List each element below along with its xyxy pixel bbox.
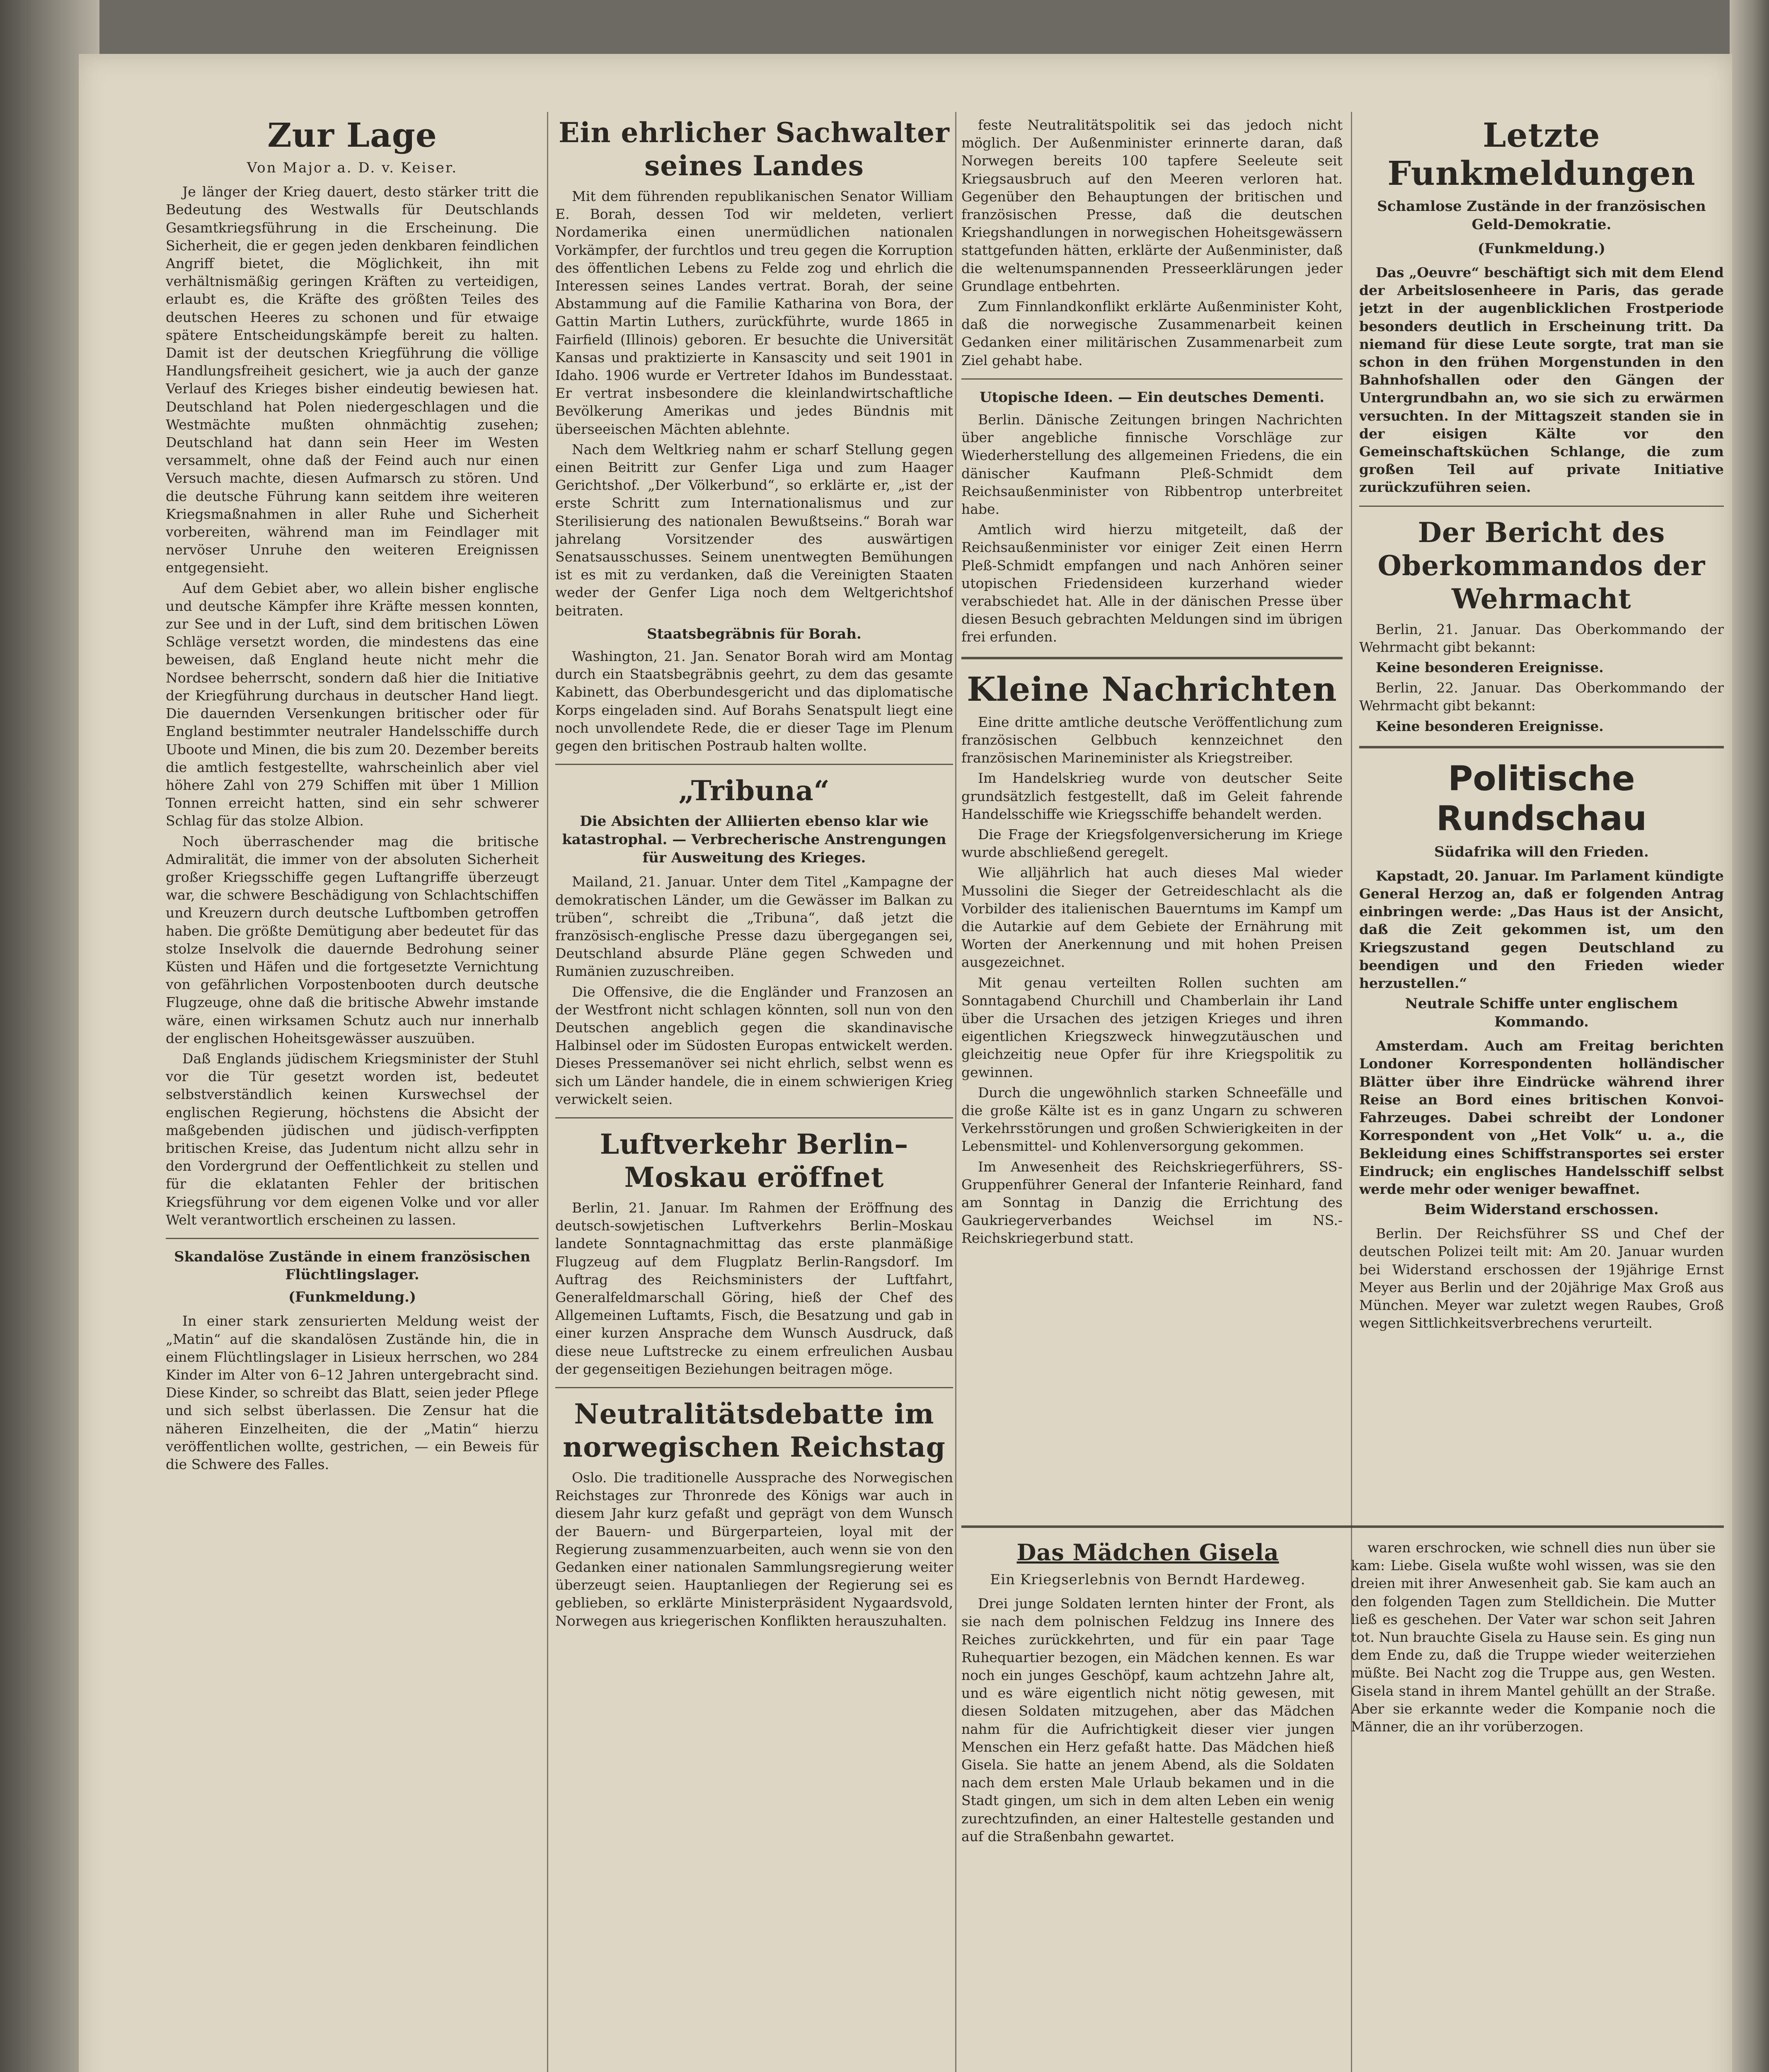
article-paragraph: Daß Englands jüdischem Kriegsminister der Stuhl vor die Tür gesetzt worden ist, bedeutet selbstverständlich keinen Kurswechsel der englischen Regierung, höchstens die Absicht der maßgebenden jüdischen und jüdisch-verfippten britischen Kreise, das Judentum nicht allzu sehr in den Vordergrund der Oeffentlichkeit zu stellen und für die eklatanten Fehler der britischen Kriegsführung vor dem eigenen Volke und vor aller Welt verantwortlich erscheinen zu lassen. xyxy=(166,1050,539,1228)
box-source: (Funkmeldung.) xyxy=(288,1289,416,1306)
headline-tribuna: „Tribuna“ xyxy=(678,775,830,807)
subheadline: Neutrale Schiffe unter englischem Kommando. xyxy=(1405,995,1678,1031)
separator xyxy=(555,1117,953,1118)
article-paragraph: Zum Finnlandkonflikt erklärte Außenminister Koht, daß die norwegische Zusammenarbeit keinen Gedanken einer militärischen Zusammenarbeit zum Ziel gehabt habe. xyxy=(961,298,1343,368)
article-paragraph: Keine besonderen Ereignisse. xyxy=(1376,718,1604,734)
article-paragraph: Noch überraschender mag die britische Admiralität, die immer von der absoluten Sicherheit großer Kriegsschiffe gegen Luftangriffe überzeugt war, die schwere Beschädigung von Schlachtschiffen und Kreuzern durch deutsche Luftbomben getroffen haben. Die größte Demütigung aber bedeutet für das stolze Inselvolk die dauernde Bedrohung seiner Küsten und Häfen und die fortgesetzte Vernichtung von gefährlichen Vorpostenbooten durch deutsche Flugzeuge, ohne daß die britische Abwehr imstande wäre, einen wirksamen Schutz auch nur innerhalb der englischen Hoheitsgewässer auszuüben. xyxy=(166,833,539,1046)
article-paragraph: Nach dem Weltkrieg nahm er scharf Stellung gegen einen Beitritt zur Genfer Liga und zum Haager Gerichtshof. „Der Völkerbund“, so erklärte er, „ist der erste Schritt zum Internationalismus und zur Sterilisierung des nationalen Bewußtseins.“ Borah war jahrelang Vorsitzender des auswärtigen Senatsausschusses. Seinem unentwegten Bemühungen ist es mit zu verdanken, daß die Vereinigten Staaten weder der Genfer Liga noch dem Weltgerichtshof beitraten. xyxy=(555,441,953,619)
article-paragraph: Wie alljährlich hat auch dieses Mal wieder Mussolini die Sieger der Getreideschlacht als die Vorbilder des italienischen Bauerntums im Kampf um die Autarkie auf dem Gebiete der Ernährung mit Worten der Anerkennung und mit hohen Preisen ausgezeichnet. xyxy=(961,864,1343,971)
article-paragraph: feste Neutralitätspolitik sei das jedoch nicht möglich. Der Außenminister erinnerte daran, daß Norwegen bereits 100 tapfere Seeleute seit Kriegsausbruch auf den Meeren verloren hat. Gegenüber den Behauptungen der britischen und französischen Presse, daß die deutschen Kriegshandlungen in norwegischen Hoheitsgewässern stattgefunden hätten, erklärte der Außenminister, daß die weltenumspannenden Presseerklärungen jeder Grundlage entbehrten. xyxy=(961,117,1343,294)
article-paragraph: Mit genau verteilten Rollen suchten am Sonntagabend Churchill und Chamberlain ihr Land über die Ursachen des jetzigen Krieges und ihren eigentlichen Kriegszweck hinwegzutäuschen und gleichzeitig neue Opfer für ihre Kriegspolitik zu gewinnen. xyxy=(961,974,1343,1080)
headline-letzte-funkmeldungen: Letzte Funkmeldungen xyxy=(1387,116,1696,193)
column-zur-lage xyxy=(166,116,539,2072)
article-paragraph: Die Offensive, die die Engländer und Franzosen an der Westfront nicht schlagen könnten, soll nun von den Deutschen angeblich gegen die skandinavische Halbinsel oder im Südosten Europas entwickelt werden. Dieses Pressemanöver sei nicht ehrlich, selbst wenn es sich um Länder handele, die in einem schwierigen Krieg verwickelt seien. xyxy=(555,983,953,1107)
article-paragraph: In einer stark zensurierten Meldung weist der „Matin“ auf die skandalösen Zustände hin, die in einem Flüchtlingslager in Lisieux herrschen, wo 284 Kinder im Alter von 6–12 Jahren untergebracht sind. Diese Kinder, so schreibt das Blatt, seien jeder Pflege und sich selbst überlassen. Die Zensur hat die näheren Einzelheiten, die der „Matin“ hierzu veröffentlichen wollte, gestrichen, — ein Beweis für die Schwere des Falles. xyxy=(166,1313,539,1473)
subheadline: Utopische Ideen. — Ein deutsches Dementi. xyxy=(979,389,1325,406)
article-paragraph: Drei junge Soldaten lernten hinter der Front, als sie nach dem polnischen Feldzug ins Innere des Reiches zurückkehrten, und für ein paar Tage Ruhequartier bezogen, ein Mädchen kennen. Es war noch ein junges Geschöpf, kaum achtzehn Jahre alt, und es wäre eigentlich nicht nötig gewesen, mit diesen Soldaten mitzugehen, aber das Mädchen nahm für die Aufrichtigkeit dieser vier jungen Menschen ein Herz gefaßt hatte. Das Mädchen hieß Gisela. Sie hatte an jenem Abend, als die Soldaten nach dem ersten Male Urlaub bekamen und in die Stadt gingen, um sich in dem alten Leben ein wenig zurechtzufinden, an einer Haltestelle gestanden und auf die Straßenbahn gewartet. xyxy=(961,1595,1334,1844)
source-note: (Funkmeldung.) xyxy=(1477,240,1606,257)
article-paragraph: Washington, 21. Jan. Senator Borah wird am Montag durch ein Staatsbegräbnis geehrt, zu dem das gesamte Kabinett, das Oberbundesgericht und das diplomatische Korps eingeladen sind. Auf Borahs Senatspult liegt eine noch unvollendete Rede, die er dieser Tage im Plenum gegen den britischen Postraub halten wollte. xyxy=(555,648,953,754)
headline-luftverkehr: Luftverkehr Berlin–Moskau eröffnet xyxy=(600,1128,909,1193)
subheadline: Südafrika will den Frieden. xyxy=(1434,843,1649,860)
article-paragraph: Durch die ungewöhnlich starken Schneefälle und die große Kälte ist es in ganz Ungarn zu schweren Verkehrsstörungen und großen Schwierigkeiten in der Lebensmittel- und Kohlenversorgung gekommen. xyxy=(961,1084,1343,1155)
article-paragraph: Im Handelskrieg wurde von deutscher Seite grundsätzlich festgestellt, daß im Geleit fahrende Handelsschiffe wie Kriegsschiffe behandelt werden. xyxy=(961,770,1343,822)
article-paragraph: Amsterdam. Auch am Freitag berichten Londoner Korrespondenten holländischer Blätter über ihre Eindrücke während ihrer Reise an Bord eines britischen Konvoi-Fahrzeuges. Dabei schreibt der Londoner Korrespondent von „Het Volk“ u. a., die Bekleidung eines Schiffstransportes sei erster Eindruck; ein englisches Handelsschiff selbst werde mehr oder weniger bewaffnet. xyxy=(1359,1038,1724,1197)
article-paragraph: Kapstadt, 20. Januar. Im Parlament kündigte General Herzog an, daß er folgenden Antrag einbringen werde: „Das Haus ist der Ansicht, daß die Zeit gekommen ist, um den Kriegszustand gegen Deutschland zu beendigen und den Frieden wieder herzustellen.“ xyxy=(1359,867,1724,992)
article-paragraph: Im Anwesenheit des Reichskriegerführers, SS-Gruppenführer General der Infanterie Reinhard, fand am Sonntag in Danzig die Errichtung des Gaukriegerverbandes Weichsel im NS.-Reichskriegerbund statt. xyxy=(961,1158,1343,1247)
article-paragraph: Das „Oeuvre“ beschäftigt sich mit dem Elend der Arbeitslosenheere in Paris, das gerade jetzt in der augenblicklichen Frostperiode besonders deutlich in Erscheinung tritt. Da niemand für diese Leute sorgte, trat man sie schon in den frühen Morgenstunden in den Bahnhofshallen oder den Gängen der Untergrundbahn an, wo sie sich zu erwärmen versuchten. In der Mittagszeit standen sie in der eisigen Kälte vor den Gemeinschaftsküchen Schlange, die zum großen Teil auf private Initiative zurückzuführen seien. xyxy=(1359,264,1724,496)
article-paragraph: Eine dritte amtliche deutsche Veröffentlichung zum französischen Gelbbuch kennzeichnet den französischen Marineminister als Kriegstreiber. xyxy=(961,714,1343,766)
box-title: Skandalöse Zustände in einem französischen Flüchtlingslager. xyxy=(174,1248,530,1283)
separator xyxy=(961,378,1343,380)
column-rule xyxy=(547,112,548,2072)
article-paragraph: waren erschrocken, wie schnell dies nun über sie kam: Liebe. Gisela wußte wohl wissen, was sie den dreien mit ihrer Anwesenheit gab. Sie kam auch an den folgenden Tagen zum Stelldichein. Die Mutter ließ es geschehen. Der Vater war schon seit Jahren tot. Nun brauchte Gisela zu Hause sein. Es ging nun dem Ende zu, daß die Truppe wieder weiterziehen müßte. Bei Nacht zog die Truppe aus, gen Westen. Gisela stand in ihrem Mantel gehüllt an der Straße. Aber sie erkannte weder die Kompanie noch die Männer, die an ihr vorüberzogen. xyxy=(1351,1539,1716,1735)
article-paragraph: Berlin. Der Reichsführer SS und Chef der deutschen Polizei teilt mit: Am 20. Januar wurden bei Widerstand erschossen der 19jährige Ernst Meyer aus Berlin und der 20jährige Max Groß aus München. Meyer war zuletzt wegen Raubes, Groß wegen Sittlichkeitsverbrechens verurteilt. xyxy=(1359,1225,1724,1331)
column-letzte-funkmeldungen xyxy=(1359,116,1724,1504)
subheadline: Staatsbegräbnis für Borah. xyxy=(647,625,862,642)
column-borah xyxy=(555,116,953,2072)
article-paragraph: Mit dem führenden republikanischen Senator William E. Borah, dessen Tod wir meldeten, verliert Nordamerika einen unermüdlichen nationalen Vorkämpfer, der furchtlos und treu gegen die Korruption des öffentlichen Lebens zu Felde zog und ehrlich die Interessen seines Landes vertrat. Borah, der seine Abstammung auf die Familie Katharina von Bora, der Gattin Martin Luthers, zurückführte, wurde 1865 in Fairfield (Illinois) geboren. Er besuchte die Universität Kansas und praktizierte in Kansascity und seit 1901 in Idaho. 1906 wurde er Vertreter Idahos im Bundesstaat. Er vertrat insbesondere die kleinlandwirtschaftliche Bevölkerung Amerikas und jedes Bündnis mit überseeischen Mächten ablehnte. xyxy=(555,188,953,437)
headline-kleine-nachrichten: Kleine Nachrichten xyxy=(967,669,1337,709)
newspaper-page xyxy=(79,54,1732,2072)
byline: Ein Kriegserlebnis von Berndt Hardeweg. xyxy=(990,1571,1306,1588)
story-gisela xyxy=(961,1515,1724,1848)
separator xyxy=(166,1238,539,1239)
separator xyxy=(1359,746,1724,748)
headline-neutralitaet: Neutralitätsdebatte im norwegischen Reichstag xyxy=(563,1397,946,1463)
article-paragraph: Berlin, 22. Januar. Das Oberkommando der Wehrmacht gibt bekannt: xyxy=(1359,680,1724,714)
separator xyxy=(961,657,1343,659)
separator xyxy=(1359,506,1724,507)
subheadline: Die Absichten der Alliierten ebenso klar wie katastrophal. — Verbrecherische Anstrengungen für Ausweitung des Krieges. xyxy=(562,813,946,867)
headline-maedchen-gisela: Das Mädchen Gisela xyxy=(1016,1539,1279,1566)
article-paragraph: Berlin, 21. Januar. Das Oberkommando der Wehrmacht gibt bekannt: xyxy=(1359,621,1724,655)
article-paragraph: Auf dem Gebiet aber, wo allein bisher englische und deutsche Kämpfer ihre Kräfte messen konnten, zur See und in der Luft, sind dem britischen Löwen Schläge versetzt worden, die mindestens das eine beweisen, daß England heute nicht mehr die Nordsee beherrscht, sondern daß hier die Initiative der Kriegführung durchaus in deutscher Hand liegt. Die dauernden Versenkungen britischer oder für England bestimmter neutraler Handelsschiffe durch Uboote und Minen, die bis zum 20. Dezember bereits die amtlich festgestellte, wahrscheinlich aber viel höhere Zahl von 279 Schiffen mit über 1 Million Tonnen erreicht hatten, sind ein sehr schwerer Schlag für das stolze Albion. xyxy=(166,580,539,829)
separator xyxy=(555,1387,953,1388)
separator xyxy=(961,1525,1724,1528)
article-paragraph: Die Frage der Kriegsfolgenversicherung im Kriege wurde abschließend geregelt. xyxy=(961,826,1343,861)
story-column-right xyxy=(1351,1539,1716,1848)
article-paragraph: Oslo. Die traditionelle Aussprache des Norwegischen Reichstages zur Thronrede des Königs war auch in diesem Jahr kurz gefaßt und geprägt von dem Wunsch der Bauern- und Bürgerparteien, loyal mit der Regierung zusammenzuarbeiten, auch wenn sie von den Gedanken einer nationalen Sammlungsregierung weiter überzeugt seien. Hauptanliegen der Regierung sei es geblieben, so erklärte Ministerpräsident Nygaardsvold, Norwegen aus kriegerischen Konflikten herauszuhalten. xyxy=(555,1469,953,1629)
article-paragraph: Berlin. Dänische Zeitungen bringen Nachrichten über angebliche finnische Vorschläge zur Wiederherstellung des allgemeinen Friedens, die ein dänischer Kaufmann Pleß-Schmidt dem Reichsaußenminister von Ribbentrop unterbreitet habe. xyxy=(961,411,1343,518)
headline-zur-lage: Zur Lage xyxy=(267,116,437,155)
scan-book-edge-right xyxy=(1730,0,1769,2072)
column-kleine-nachrichten xyxy=(961,116,1343,1504)
article-paragraph: Mailand, 21. Januar. Unter dem Titel „Kampagne der demokratischen Länder, um die Gewässer im Balkan zu trüben“, schreibt die „Tribuna“, daß jetzt die französisch-englische Presse dazu übergegangen sei, Deutschland absurde Pläne gegen Schweden und Rumänien zuzuschreiben. xyxy=(555,874,953,980)
headline-borah: Ein ehrlicher Sachwalter seines Landes xyxy=(559,116,950,182)
byline: Von Major a. D. v. Keiser. xyxy=(247,160,458,176)
separator xyxy=(555,764,953,765)
article-paragraph: Keine besonderen Ereignisse. xyxy=(1376,659,1604,676)
subheadline: Schamlose Zustände in der französischen Geld-Demokratie. xyxy=(1377,198,1706,233)
column-rule xyxy=(955,112,956,2072)
article-paragraph: Amtlich wird hierzu mitgeteilt, daß der Reichsaußenminister vor einiger Zeit einen Herrn Pleß-Schmidt empfangen und nach Anhören seiner utopischen Friedensideen kurzerhand wieder verabschiedet hat. Alle in der dänischen Presse über diesen Besuch gebrachten Meldungen sind im übrigen frei erfunden. xyxy=(961,521,1343,645)
story-column-left xyxy=(961,1539,1334,1848)
article-paragraph: Berlin, 21. Januar. Im Rahmen der Eröffnung des deutsch-sowjetischen Luftverkehrs Berlin–Moskau landete Sonntagnachmittag das erste planmäßige Flugzeug auf dem Flugplatz Berlin-Rangsdorf. Im Auftrag des Reichsministers der Luftfahrt, Generalfeldmarschall Göring, hieß der Chef des Allgemeinen Luftamts, Fisch, die Besatzung und gab in einer kurzen Ansprache dem Wunsch Ausdruck, daß diese neue Luftstrecke zu einem erfreulichen Ausbau der gegenseitigen Beziehungen beitragen möge. xyxy=(555,1199,953,1377)
headline-wehrmachtbericht: Der Bericht des Oberkommandos der Wehrmacht xyxy=(1377,516,1706,615)
headline-politische-rundschau: Politische Rundschau xyxy=(1436,759,1647,838)
article-paragraph: Je länger der Krieg dauert, desto stärker tritt die Bedeutung des Westwalls für Deutschlands Gesamtkriegsführung in die Erscheinung. Die Sicherheit, die er gegen jeden denkbaren feindlichen Angriff bietet, die Möglichkeit, ihn mit verhältnismäßig geringen Kräften zu verteidigen, erlaubt es, die Kräfte des größten Teiles des deutschen Heeres zu schonen und für etwaige spätere Entscheidungskämpfe bereit zu halten. Damit ist der deutschen Kriegführung die völlige Handlungsfreiheit gesichert, wie ja auch der ganze Verlauf des Krieges bisher eindeutig bewiesen hat. Deutschland hat Polen niedergeschlagen und die Westmächte mußten ohnmächtig zusehen; Deutschland hat dann sein Heer im Westen versammelt, ohne daß der Feind auch nur einen Versuch machte, diesen Aufmarsch zu stören. Und die deutsche Führung kann seitdem ihre weiteren Kriegsmaßnahmen in aller Ruhe und Sicherheit vorbereiten, während man im Feindlager mit nervöser Unruhe den weiteren Ereignissen entgegensieht. xyxy=(166,184,539,576)
subheadline: Beim Widerstand erschossen. xyxy=(1424,1201,1659,1218)
